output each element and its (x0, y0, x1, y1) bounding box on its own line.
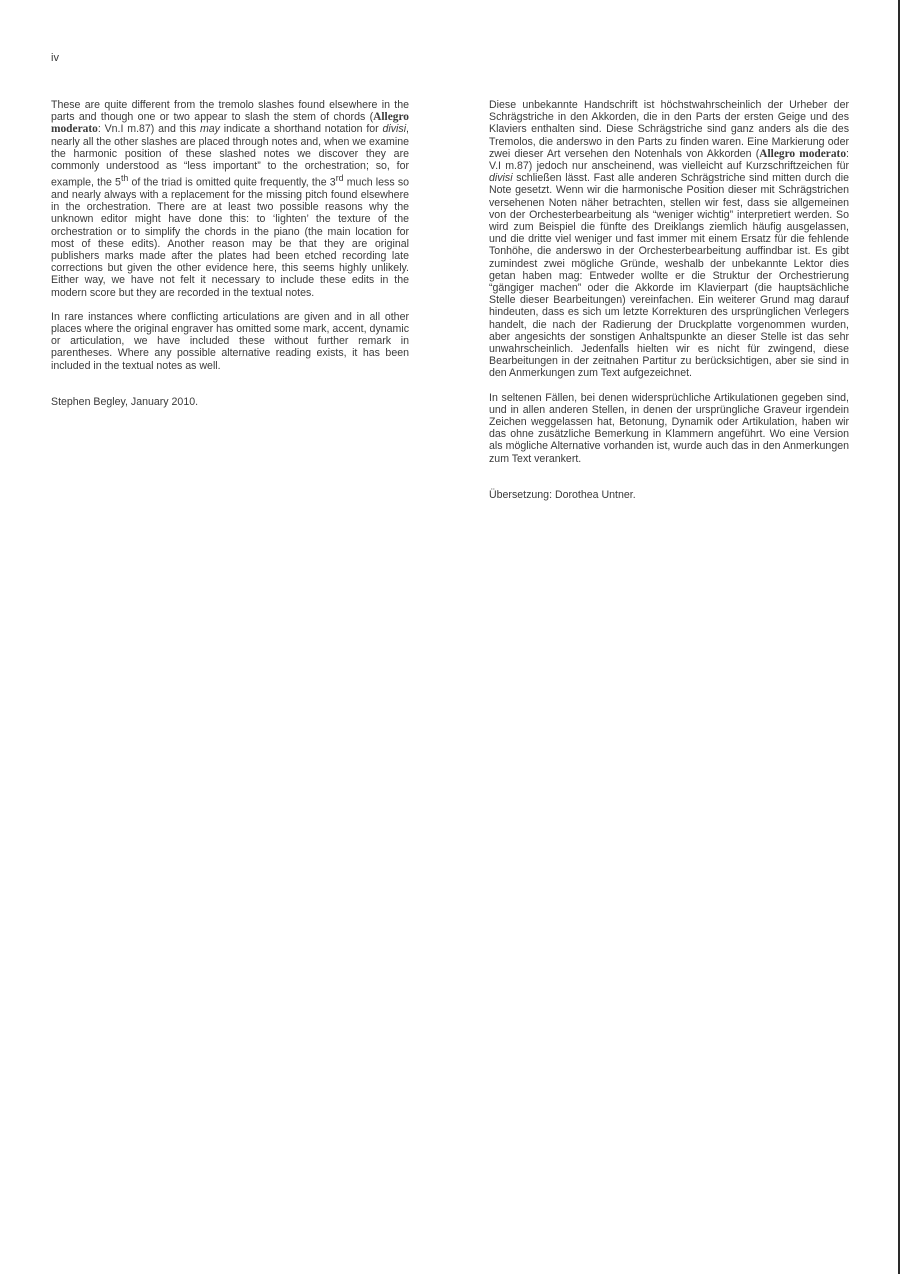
en-allegro-moderato: Allegro moderato (51, 111, 409, 136)
de-divisi-italic: divisi (489, 172, 513, 185)
de-p1-text-1: Diese unbekannte Handschrift ist höchstwahrscheinlich der Urheber der Schrägstriche in den Akkorden, die in den Parts der ersten Geige und des Klaviers enthalten sind. Diese Schrägstriche sind ganz anders als die des Tremolos, die anderswo in den Parts zu finden waren. Eine Markierung oder zwei dieser Art versehen den Notenhals von Akkorden ( (489, 99, 849, 160)
en-p1-text-5: of the triad is omitted quite frequently, the 3 (128, 176, 336, 189)
en-p1-text-1: These are quite different from the tremolo slashes found elsewhere in the parts and though one or two appear to slash the stem of chords ( (51, 99, 409, 124)
german-column (489, 99, 849, 513)
en-p1-text-4: , nearly all the other slashes are placed through notes and, when we examine the harmonic position of these slashed notes we discover they are commonly understood as “less important” to the orchestration; so, for example, the 5 (51, 123, 409, 189)
de-p1-text-2: : V.I m.87) jedoch nur anscheinend, was vielleicht auf Kurzschriftzeichen für (489, 147, 849, 173)
en-p1-text-3: indicate a shorthand notation for (219, 123, 383, 136)
en-p1-text-2: : Vn.I m.87) and this (97, 123, 200, 136)
german-paragraph-1 (489, 99, 849, 380)
german-paragraph-2: In seltenen Fällen, bei denen widersprüchliche Artikulationen gegeben sind, und in allen anderen Stellen, in denen der ursprüngliche Graveur irgendein Zeichen weggelassen hat, Betonung, Dynamik oder Artikulation, haben wir das ohne zusätzliche Bemerkung in Klammern angeführt. Wo eine Version als mögliche Alternative vorhanden ist, wurde auch das in den Anmerkungen zum Text verankert. (489, 391, 849, 465)
english-paragraph-2: In rare instances where conflicting articulations are given and in all other places where the original engraver has omitted some mark, accent, dynamic or articulation, we have included these without further remark in parentheses. Where any possible alternative reading exists, it has been included in the textual notes as well. (51, 310, 409, 372)
en-divisi-italic: divisi (382, 123, 407, 136)
english-paragraph-1 (51, 99, 409, 299)
page-number: iv (51, 52, 59, 64)
english-column (51, 99, 409, 420)
german-signature: Übersetzung: Dorothea Untner. (489, 488, 636, 501)
de-p1-text-3: schließen lässt. Fast alle anderen Schrägstriche sind mitten durch die Note gesetzt. Wenn wir die harmonische Position dieser mit Schrägstrichen versehenen Noten näher betrachten, stellen wir fest, dass sie allgemeinen von der Orchesterbearbeitung als “weniger wichtig” interpretiert werden. So wird zum Beispiel die fünfte des Dreiklangs ziemlich häufig ausgelassen, und die dritte viel weniger und fast immer mit einem Ersatz für die fehlende Tonhöhe, die anderswo in der Orchesterbearbeitung auffindbar ist. Es gibt zumindest zwei mögliche Gründe, weshalb der unbekannte Lektor dies getan haben mag: Entweder wollte er die Struktur der Orchestrierung “gängiger machen” oder die Akkorde im Klavierpart (die hauptsächliche Stelle dieser Bearbeitungen) vereinfachen. Ein weiterer Grund mag darauf hindeuten, dass es sich um letzte Korrekturen des ursprünglichen Verlegers handelt, die nach der Radierung der Druckplatte vorgenommen wurden, aber angesichts der sonstigen Anhaltspunkte an dieser Stelle ist das sehr unwahrscheinlich. Jedenfalls hielten wir es nicht für zwingend, diese Bearbeitungen in der zeitnahen Partitur zu berücksichtigen, aber sie sind in den Anmerkungen zum Text aufgezeichnet. (489, 172, 849, 380)
en-may-italic: may (199, 123, 220, 136)
de-allegro-moderato: Allegro moderato (759, 147, 847, 160)
en-p1-text-6: much less so and nearly always with a replacement for the missing pitch found elsewhere in the orchestration. There are at least two possible reasons why the unknown editor might have done this: to ‘lighten’ the texture of the orchestration or to simplify the chords in the piano (the main location for most of these edits). Another reason may be that they are original publishers marks made after the plates had been etched recording late corrections but given the other evidence here, this seems highly unlikely. Either way, we have not felt it necessary to include these edits in the modern score but they are recorded in the textual notes. (51, 176, 410, 299)
en-superscript-th: th (120, 173, 129, 184)
english-signature: Stephen Begley, January 2010. (51, 395, 199, 408)
en-superscript-rd: rd (335, 173, 344, 184)
